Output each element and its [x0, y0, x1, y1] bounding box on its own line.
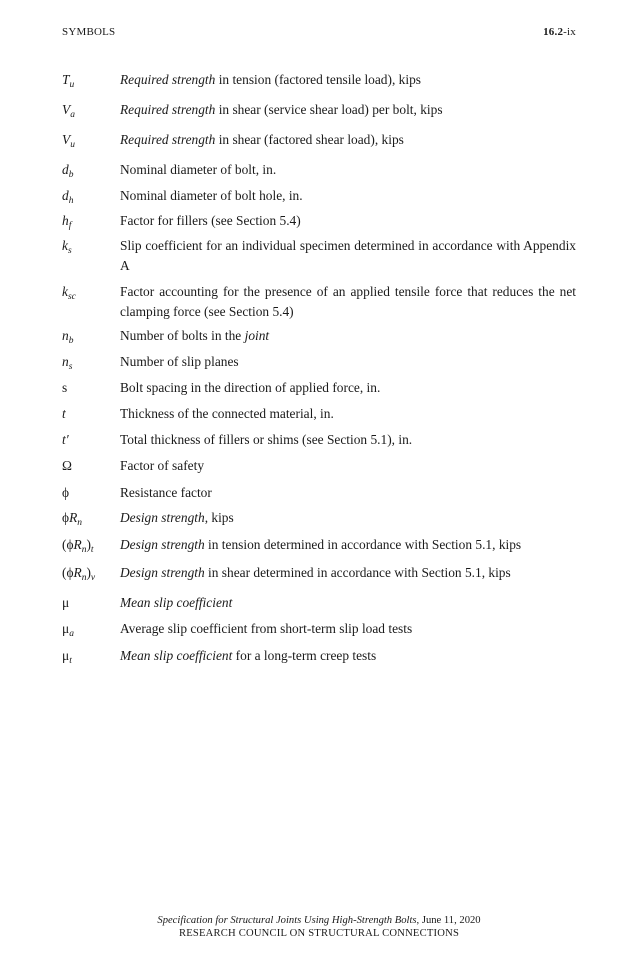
symbol [62, 593, 120, 613]
symbol-description [120, 282, 576, 322]
description-text: Number of bolts in the [120, 328, 245, 343]
description-text: in tension (factored tensile load), kips [215, 72, 421, 87]
symbol-subscript: s [68, 362, 73, 372]
symbol-subscript: sc [67, 292, 76, 302]
emphasized-term: Design strength [120, 537, 205, 552]
emphasized-term: Mean slip coefficient [120, 648, 233, 663]
symbol-base: n [62, 354, 69, 369]
symbol-subscript: a [69, 629, 74, 639]
symbol [62, 70, 120, 90]
symbol-description [120, 404, 576, 424]
symbol-description [120, 378, 576, 398]
symbol-part: R [73, 537, 82, 552]
symbol-base: t [62, 406, 66, 421]
emphasized-term: Design strength [120, 565, 205, 580]
emphasized-term: Required strength [120, 132, 216, 147]
symbol-subscript: f [68, 221, 72, 231]
emphasized-term: Required strength [120, 72, 216, 87]
symbol [62, 535, 120, 555]
description-text: Factor of safety [120, 458, 205, 473]
symbol-part: ) [86, 537, 91, 552]
symbol-subscript: b [68, 170, 74, 180]
symbol-subscript: n [77, 518, 82, 528]
emphasized-term: joint [244, 328, 270, 343]
description-text: Total thickness of fillers or shims (see Section 5.1), in. [120, 432, 413, 447]
page-number-main: 16.2 [543, 26, 564, 38]
symbol [62, 236, 120, 256]
symbol-base: k [62, 284, 68, 299]
symbol-subscript: a [70, 110, 75, 120]
symbol-description [120, 535, 576, 555]
section-title: SYMBOLS [62, 26, 116, 38]
symbol [62, 160, 120, 180]
symbol-subscript: u [69, 80, 75, 90]
symbol-subscript: n [81, 545, 87, 555]
symbol-subscript: h [68, 196, 74, 206]
symbol [62, 186, 120, 206]
symbol-part: R [69, 510, 78, 525]
symbol-part: (ϕ [62, 537, 74, 552]
symbol-description [120, 456, 576, 476]
symbol-subscript: v [90, 573, 96, 583]
symbol-description [120, 236, 576, 276]
symbol-base: n [62, 328, 69, 343]
description-text: Nominal diameter of bolt hole, in. [120, 188, 303, 203]
symbol-base: μ [62, 621, 70, 636]
symbol [62, 100, 120, 120]
symbol-description [120, 211, 576, 231]
symbol-description [120, 483, 576, 503]
symbol [62, 646, 120, 666]
symbol [62, 483, 120, 503]
symbol-base: V [62, 102, 71, 117]
symbol-subscript: s [67, 246, 72, 256]
description-text: Bolt spacing in the direction of applied force, in. [120, 380, 381, 395]
symbol-subscript: t [69, 656, 72, 666]
emphasized-term: Mean slip coefficient [120, 595, 233, 610]
symbol-base: ϕ [62, 485, 70, 500]
symbol-description [120, 100, 576, 120]
description-text: Nominal diameter of bolt, in. [120, 162, 277, 177]
description-text: Factor accounting for the presence of an applied tensile force that reduces the net clamping force (see Section 5.4) [120, 284, 576, 319]
symbol [62, 211, 120, 231]
symbol [62, 563, 120, 583]
symbol-subscript: t [90, 545, 94, 555]
symbol-base: Ω [62, 458, 72, 473]
footer-date: , June 11, 2020 [416, 915, 481, 926]
footer-organization: RESEARCH COUNCIL ON STRUCTURAL CONNECTIONS [178, 928, 460, 939]
symbol [62, 326, 120, 346]
symbol-description [120, 326, 576, 346]
symbol-base: V [62, 132, 71, 147]
description-text: for a long-term creep tests [232, 648, 377, 663]
symbol-part: ϕ [62, 510, 70, 525]
description-text: in shear (factored shear load), kips [215, 132, 404, 147]
symbol-description [120, 130, 576, 150]
symbol-base: k [62, 238, 68, 253]
page-header [62, 26, 576, 40]
symbol [62, 430, 120, 450]
symbol-base: T [62, 72, 70, 87]
symbol [62, 404, 120, 424]
emphasized-term: Required strength [120, 102, 216, 117]
symbol-base: t′ [62, 432, 69, 447]
symbol-description [120, 563, 576, 583]
symbol-description [120, 70, 576, 90]
symbol [62, 619, 120, 639]
symbol-base: μ [62, 595, 70, 610]
symbol-part: (ϕ [62, 565, 74, 580]
page-number [543, 26, 576, 38]
symbol-base: s [62, 380, 68, 395]
description-text: in shear (service shear load) per bolt, kips [215, 102, 443, 117]
symbol-description [120, 186, 576, 206]
symbol-description [120, 160, 576, 180]
symbol [62, 352, 120, 372]
page-number-suffix: -ix [563, 26, 576, 38]
description-text: Resistance factor [120, 485, 212, 500]
symbol-description [120, 593, 576, 613]
symbol-subscript: n [81, 573, 87, 583]
symbol-part: R [73, 565, 82, 580]
symbol-base: d [62, 188, 69, 203]
description-text: in tension determined in accordance with Section 5.1, kips [204, 537, 522, 552]
description-text: Thickness of the connected material, in. [120, 406, 334, 421]
symbol-description [120, 646, 576, 666]
symbol-description [120, 508, 576, 528]
symbol-base: h [62, 213, 69, 228]
page-footer [0, 914, 638, 940]
emphasized-term: Design strength [120, 510, 205, 525]
symbol-base: d [62, 162, 69, 177]
symbol-base: μ [62, 648, 70, 663]
symbol [62, 130, 120, 150]
description-text: Number of slip planes [120, 354, 239, 369]
footer-spec-title: Specification for Structural Joints Using High-Strength Bolts [157, 915, 417, 926]
symbol [62, 508, 120, 528]
symbol [62, 282, 120, 302]
description-text: Factor for fillers (see Section 5.4) [120, 213, 301, 228]
symbol-description [120, 352, 576, 372]
symbol-subscript: u [70, 140, 75, 150]
description-text: , kips [204, 510, 234, 525]
symbol [62, 456, 120, 476]
symbol-description [120, 430, 576, 450]
symbol [62, 378, 120, 398]
footer-citation [0, 914, 638, 927]
description-text: Slip coefficient for an individual specimen determined in accordance with Appendix A [120, 238, 576, 273]
symbol-subscript: b [68, 336, 74, 346]
description-text: in shear determined in accordance with Section 5.1, kips [204, 565, 511, 580]
description-text: Average slip coefficient from short-term slip load tests [120, 621, 413, 636]
symbol-part: ) [86, 565, 91, 580]
symbol-description [120, 619, 576, 639]
